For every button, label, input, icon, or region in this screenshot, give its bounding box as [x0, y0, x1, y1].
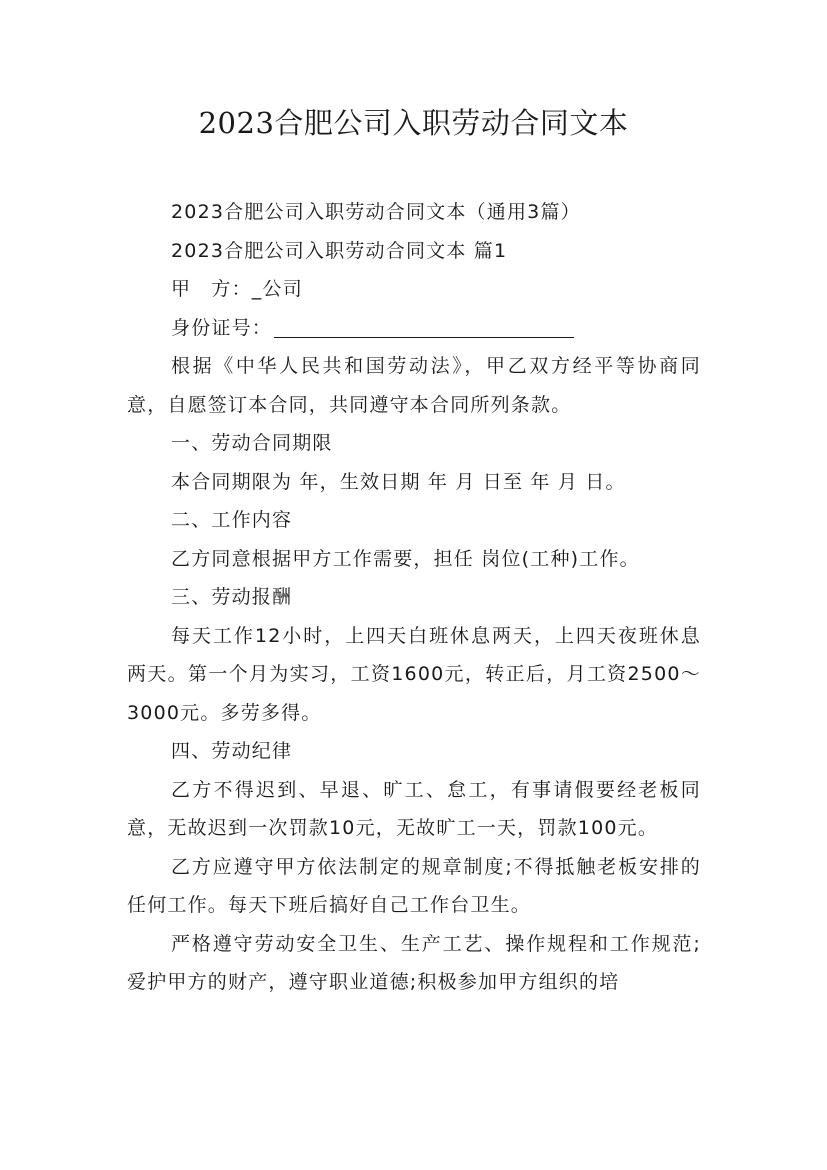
document-body [127, 193, 701, 1002]
paragraph-contract-term: 本合同期限为 年，生效日期 年 月 日至 年 月 日。 [171, 470, 626, 493]
heading-contract-term: 一、劳动合同期限 [171, 432, 333, 454]
document-title: 2023合肥公司入职劳动合同文本 [198, 106, 629, 140]
paragraph-section-heading: 2023合肥公司入职劳动合同文本 篇1 [171, 239, 508, 262]
paragraph-discipline-attendance: 乙方不得迟到、早退、旷工、怠工，有事请假要经老板同意，无故迟到一次罚款10元，无故旷工一天，罚款100元。 [127, 778, 701, 839]
paragraph-remuneration: 每天工作12小时，上四天白班休息两天，上四天夜班休息两天。第一个月为实习，工资1600元，转正后，月工资2500～3000元。多劳多得。 [127, 624, 701, 724]
paragraph-subtitle: 2023合肥公司入职劳动合同文本（通用3篇） [171, 201, 581, 223]
paragraph-id-number [127, 309, 701, 348]
id-number-blank-line [274, 315, 574, 338]
paragraph-discipline-safety: 严格遵守劳动安全卫生、生产工艺、操作规程和工作规范;爱护甲方的财产，遵守职业道德;积极参加甲方组织的培 [127, 932, 701, 993]
paragraph-work-content: 乙方同意根据甲方工作需要，担任 岗位(工种)工作。 [171, 547, 640, 570]
id-number-label: 身份证号： [171, 316, 273, 339]
heading-work-content: 二、工作内容 [171, 509, 293, 531]
heading-labor-discipline: 四、劳动纪律 [171, 740, 293, 762]
paragraph-discipline-rules: 乙方应遵守甲方依法制定的规章制度;不得抵触老板安排的任何工作。每天下班后搞好自己工作台卫生。 [127, 855, 701, 916]
heading-remuneration: 三、劳动报酬 [171, 586, 293, 608]
paragraph-preamble: 根据《中华人民共和国劳动法》，甲乙双方经平等协商同意，自愿签订本合同，共同遵守本合同所列条款。 [127, 355, 701, 416]
paragraph-party-a: 甲 方：_公司 [171, 278, 303, 300]
